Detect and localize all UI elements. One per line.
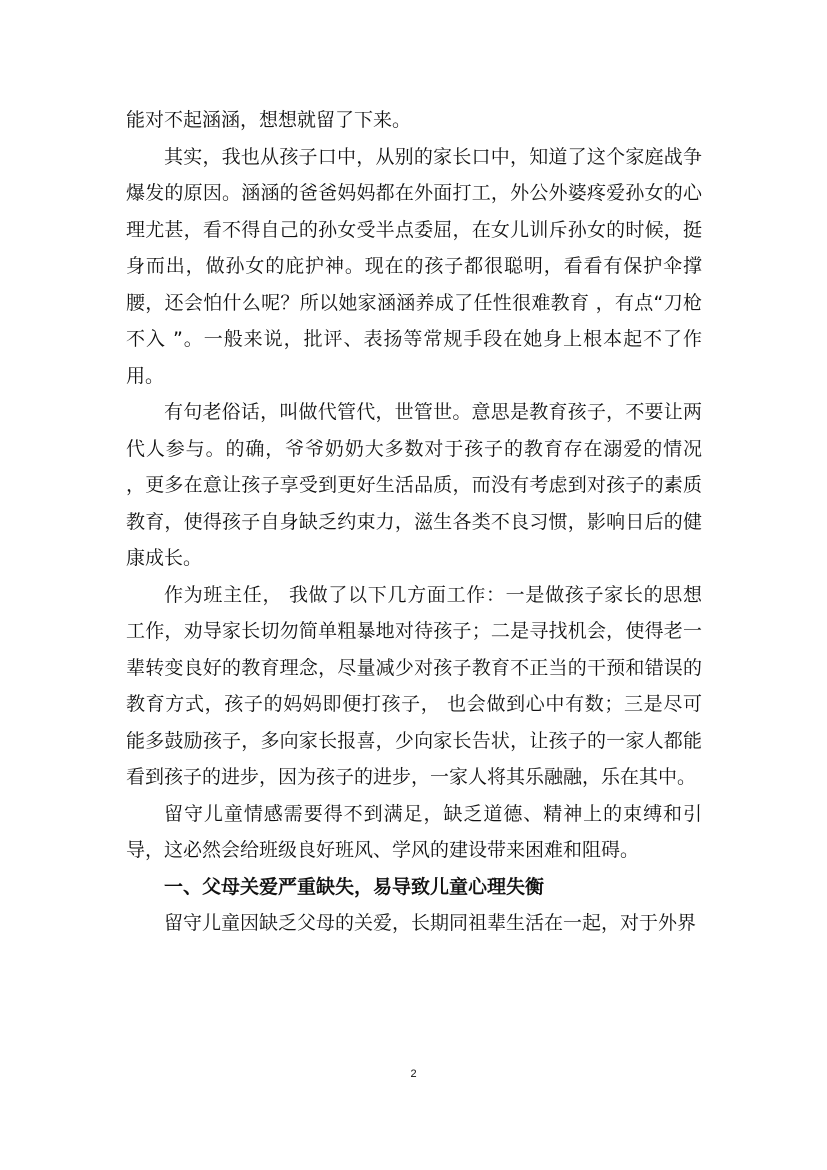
paragraph-proverb: 有句老俗话，叫做代管代，世管世。意思是教育孩子，不要让两代人参与。的确，爷爷奶奶大多数对于孩子的教育存在溺爱的情况 ，更多在意让孩子享受到更好生活品质，而没有考虑到对孩子的素质教育，使得孩子自身缺乏约束力，滋生各类不良习惯，影响日后的健康成长。 [126, 401, 702, 569]
paragraph-emotional-needs: 留守儿童情感需要得不到满足，缺乏道德、精神上的束缚和引导，这必然会给班级良好班风、学风的建设带来困难和阻碍。 [126, 802, 702, 861]
page-number: 2 [410, 1068, 417, 1080]
paragraph-section-start: 留守儿童因缺乏父母的关爱，长期同祖辈生活在一起，对于外界 [164, 912, 697, 934]
section-heading: 一、父母关爱严重缺失，易导致儿童心理失衡 [164, 875, 545, 898]
paragraph-teacher-work: 作为班主任， 我做了以下几方面工作：一是做孩子家长的思想工作，劝导家长切勿简单粗暴地对待孩子；二是寻找机会，使得老一辈转变良好的教育理念，尽量减少对孩子教育不正当的干预和错误的教育方式，孩子的妈妈即便打孩子， 也会做到心中有数；三是尽可能多鼓励孩子，多向家长报喜，少向家长告状，让孩子的一家人都能看到孩子的进步，因为孩子的进步，一家人将其乐融融，乐在其中。 [126, 583, 702, 788]
paragraph-family-conflict: 其实，我也从孩子口中，从别的家长口中，知道了这个家庭战争爆发的原因。涵涵的爸爸妈妈都在外面打工，外公外婆疼爱孙女的心理尤甚，看不得自己的孙女受半点委屈，在女儿训斥孙女的时候，挺身而出，做孙女的庇护神。现在的孩子都很聪明，看看有保护伞撑腰，还会怕什么呢？所以她家涵涵养成了任性很难教育 ，有点“刀枪不入 ”。一般来说，批评、表扬等常规手段在她身上根本起不了作用。 [126, 145, 702, 387]
paragraph-continuation: 能对不起涵涵，想想就留了下来。 [126, 109, 412, 131]
document-body [126, 102, 702, 942]
